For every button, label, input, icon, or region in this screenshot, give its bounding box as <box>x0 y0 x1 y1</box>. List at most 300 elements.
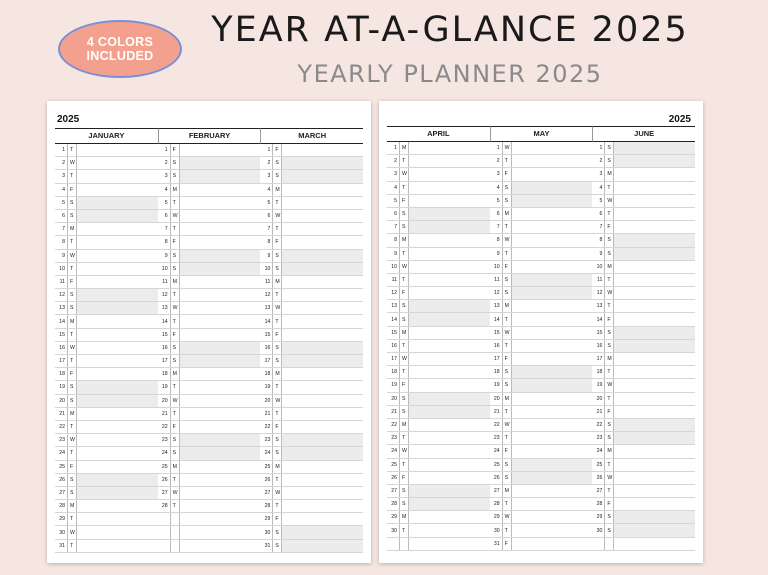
day-number: 30 <box>596 527 603 534</box>
day-note-space[interactable] <box>76 447 158 459</box>
day-row <box>592 393 695 406</box>
weekday-letter: T <box>170 315 179 327</box>
day-number: 17 <box>59 358 65 365</box>
day-note-space[interactable] <box>408 406 490 418</box>
day-note-space[interactable] <box>613 274 695 286</box>
day-number: 3 <box>496 171 500 178</box>
day-row <box>490 419 593 432</box>
day-row <box>158 526 261 539</box>
day-number: 6 <box>599 211 603 218</box>
day-note-space[interactable] <box>179 302 261 314</box>
weekday-letter: S <box>502 274 511 286</box>
day-row <box>387 274 490 287</box>
weekday-letter: F <box>170 329 179 341</box>
day-note-space[interactable] <box>511 353 593 365</box>
day-note-space[interactable] <box>408 142 490 154</box>
day-row <box>55 289 158 302</box>
day-note-space[interactable] <box>511 538 593 550</box>
weekday-letter: S <box>399 406 408 418</box>
day-note-space[interactable] <box>408 379 490 391</box>
day-note-space[interactable] <box>179 170 261 182</box>
day-note-space[interactable] <box>281 236 363 248</box>
weekday-letter: W <box>272 395 281 407</box>
day-note-space[interactable] <box>613 261 695 273</box>
day-note-space[interactable] <box>511 142 593 154</box>
day-note-space[interactable] <box>179 368 261 380</box>
day-note-space[interactable] <box>179 197 261 209</box>
weekday-letter: W <box>272 487 281 499</box>
day-note-space[interactable] <box>76 223 158 235</box>
weekday-letter: W <box>67 526 76 538</box>
day-number: 25 <box>391 461 397 468</box>
day-note-space[interactable] <box>76 381 158 393</box>
day-number: 11 <box>596 276 603 283</box>
day-number: 23 <box>596 435 603 442</box>
day-note-space[interactable] <box>408 274 490 286</box>
day-number: 17 <box>596 356 603 363</box>
day-note-space[interactable] <box>281 170 363 182</box>
weekday-letter: F <box>272 236 281 248</box>
day-row <box>158 197 261 210</box>
day-note-space[interactable] <box>408 221 490 233</box>
day-note-space[interactable] <box>76 144 158 156</box>
day-note-space[interactable] <box>408 248 490 260</box>
day-number: 8 <box>394 237 397 244</box>
day-note-space[interactable] <box>76 513 158 525</box>
day-note-space[interactable] <box>76 236 158 248</box>
day-note-space[interactable] <box>179 487 261 499</box>
day-note-space[interactable] <box>511 221 593 233</box>
day-note-space[interactable] <box>408 524 490 536</box>
day-note-space[interactable] <box>613 287 695 299</box>
day-note-space[interactable] <box>179 263 261 275</box>
day-note-space[interactable] <box>179 315 261 327</box>
day-number: 20 <box>264 397 271 404</box>
day-note-space[interactable] <box>179 289 261 301</box>
day-note-space[interactable] <box>179 421 261 433</box>
day-row <box>55 540 158 553</box>
day-row <box>592 208 695 221</box>
day-note-space[interactable] <box>408 234 490 246</box>
day-note-space[interactable] <box>613 498 695 510</box>
day-note-space[interactable] <box>179 500 261 512</box>
day-note-space[interactable] <box>511 195 593 207</box>
day-note-space[interactable] <box>511 287 593 299</box>
day-row <box>387 485 490 498</box>
day-note-space[interactable] <box>511 379 593 391</box>
day-note-space[interactable] <box>613 538 695 550</box>
day-row <box>260 197 363 210</box>
day-note-space[interactable] <box>408 393 490 405</box>
day-note-space[interactable] <box>511 274 593 286</box>
day-note-space[interactable] <box>281 250 363 262</box>
day-number: 2 <box>267 160 271 167</box>
day-note-space[interactable] <box>179 342 261 354</box>
day-note-space[interactable] <box>613 419 695 431</box>
day-note-space[interactable] <box>408 432 490 444</box>
day-note-space[interactable] <box>613 472 695 484</box>
day-note-space[interactable] <box>281 368 363 380</box>
day-note-space[interactable] <box>613 511 695 523</box>
day-note-space[interactable] <box>408 313 490 325</box>
day-note-space[interactable] <box>613 234 695 246</box>
day-note-space[interactable] <box>511 208 593 220</box>
day-note-space[interactable] <box>511 248 593 260</box>
day-note-space[interactable] <box>281 408 363 420</box>
day-note-space[interactable] <box>511 366 593 378</box>
day-note-space[interactable] <box>613 182 695 194</box>
day-number: 5 <box>496 197 500 204</box>
day-number: 24 <box>161 450 168 457</box>
weekday-letter: T <box>170 408 179 420</box>
day-note-space[interactable] <box>281 461 363 473</box>
day-note-space[interactable] <box>511 327 593 339</box>
day-row <box>55 447 158 460</box>
weekday-letter: T <box>604 459 613 471</box>
day-row <box>260 368 363 381</box>
day-note-space[interactable] <box>408 353 490 365</box>
day-note-space[interactable] <box>613 208 695 220</box>
day-note-space[interactable] <box>511 182 593 194</box>
day-note-space[interactable] <box>511 155 593 167</box>
weekday-letter: M <box>272 184 281 196</box>
day-row <box>592 366 695 379</box>
day-row <box>592 498 695 511</box>
day-note-space[interactable] <box>408 511 490 523</box>
day-row <box>158 408 261 421</box>
weekday-letter: S <box>67 474 76 486</box>
day-note-space[interactable] <box>511 432 593 444</box>
day-number: 28 <box>59 503 65 510</box>
day-number: 31 <box>59 542 65 549</box>
day-note-space[interactable] <box>511 485 593 497</box>
day-note-space[interactable] <box>613 142 695 154</box>
day-note-space[interactable] <box>76 250 158 262</box>
day-row <box>387 234 490 247</box>
day-note-space[interactable] <box>76 302 158 314</box>
day-number: 28 <box>596 501 603 508</box>
day-note-space[interactable] <box>281 421 363 433</box>
day-note-space[interactable] <box>281 223 363 235</box>
day-note-space[interactable] <box>281 540 363 552</box>
day-note-space[interactable] <box>76 329 158 341</box>
weekday-letter <box>604 538 613 550</box>
day-note-space[interactable] <box>281 487 363 499</box>
day-note-space[interactable] <box>613 313 695 325</box>
day-row <box>592 221 695 234</box>
weekday-letter: F <box>399 379 408 391</box>
day-row <box>592 234 695 247</box>
day-note-space[interactable] <box>179 474 261 486</box>
day-number: 7 <box>164 226 168 233</box>
weekday-letter: M <box>170 184 179 196</box>
day-note-space[interactable] <box>408 419 490 431</box>
day-note-space[interactable] <box>281 329 363 341</box>
day-number: 15 <box>264 331 271 338</box>
day-note-space[interactable] <box>408 498 490 510</box>
day-note-space[interactable] <box>76 315 158 327</box>
day-note-space[interactable] <box>281 447 363 459</box>
day-number: 18 <box>161 371 168 378</box>
day-number: 8 <box>267 239 271 246</box>
day-note-space[interactable] <box>281 210 363 222</box>
day-note-space[interactable] <box>408 155 490 167</box>
day-number: 17 <box>161 358 168 365</box>
day-note-space[interactable] <box>613 340 695 352</box>
day-note-space[interactable] <box>179 355 261 367</box>
day-number: 19 <box>161 384 168 391</box>
day-row <box>490 432 593 445</box>
day-note-space[interactable] <box>511 524 593 536</box>
day-note-space[interactable] <box>281 144 363 156</box>
day-note-space[interactable] <box>281 342 363 354</box>
day-note-space[interactable] <box>613 155 695 167</box>
day-note-space[interactable] <box>511 313 593 325</box>
day-note-space[interactable] <box>408 168 490 180</box>
day-note-space[interactable] <box>281 355 363 367</box>
day-note-space[interactable] <box>76 157 158 169</box>
day-note-space[interactable] <box>281 184 363 196</box>
day-note-space[interactable] <box>281 315 363 327</box>
day-note-space[interactable] <box>179 447 261 459</box>
day-note-space[interactable] <box>613 353 695 365</box>
day-row <box>55 342 158 355</box>
day-note-space[interactable] <box>408 472 490 484</box>
day-note-space[interactable] <box>179 184 261 196</box>
weekday-letter: S <box>170 355 179 367</box>
day-number: 24 <box>264 450 271 457</box>
day-number: 26 <box>596 474 603 481</box>
day-note-space[interactable] <box>76 408 158 420</box>
day-row <box>387 498 490 511</box>
day-row <box>55 184 158 197</box>
day-note-space[interactable] <box>511 445 593 457</box>
day-row <box>387 261 490 274</box>
day-number: 1 <box>496 145 500 152</box>
day-note-space[interactable] <box>179 513 261 525</box>
year-label: 2025 <box>57 114 80 125</box>
weekday-letter: S <box>604 340 613 352</box>
day-row <box>490 248 593 261</box>
day-note-space[interactable] <box>179 461 261 473</box>
weekday-letter: M <box>272 276 281 288</box>
day-number: 13 <box>161 305 168 312</box>
day-note-space[interactable] <box>613 432 695 444</box>
day-number: 28 <box>161 503 168 510</box>
day-note-space[interactable] <box>281 526 363 538</box>
weekday-letter: W <box>502 142 511 154</box>
day-note-space[interactable] <box>76 289 158 301</box>
day-note-space[interactable] <box>179 540 261 552</box>
day-note-space[interactable] <box>511 419 593 431</box>
day-number: 19 <box>596 382 603 389</box>
day-note-space[interactable] <box>408 195 490 207</box>
day-note-space[interactable] <box>76 487 158 499</box>
day-note-space[interactable] <box>613 406 695 418</box>
day-note-space[interactable] <box>179 381 261 393</box>
day-note-space[interactable] <box>179 250 261 262</box>
day-note-space[interactable] <box>511 459 593 471</box>
day-note-space[interactable] <box>281 276 363 288</box>
day-note-space[interactable] <box>613 445 695 457</box>
day-note-space[interactable] <box>76 434 158 446</box>
day-note-space[interactable] <box>511 406 593 418</box>
day-note-space[interactable] <box>76 474 158 486</box>
weekday-letter: W <box>67 342 76 354</box>
day-note-space[interactable] <box>281 381 363 393</box>
day-note-space[interactable] <box>179 210 261 222</box>
day-note-space[interactable] <box>408 340 490 352</box>
day-note-space[interactable] <box>613 485 695 497</box>
day-note-space[interactable] <box>76 170 158 182</box>
day-note-space[interactable] <box>511 340 593 352</box>
day-note-space[interactable] <box>613 459 695 471</box>
day-note-space[interactable] <box>281 395 363 407</box>
day-note-space[interactable] <box>511 393 593 405</box>
day-note-space[interactable] <box>408 182 490 194</box>
day-note-space[interactable] <box>76 461 158 473</box>
day-row <box>592 406 695 419</box>
day-note-space[interactable] <box>76 540 158 552</box>
weekday-letter: T <box>272 197 281 209</box>
day-note-space[interactable] <box>281 263 363 275</box>
day-note-space[interactable] <box>179 236 261 248</box>
day-note-space[interactable] <box>408 445 490 457</box>
weekday-letter: M <box>170 276 179 288</box>
day-note-space[interactable] <box>613 327 695 339</box>
day-number: 16 <box>391 342 397 349</box>
day-note-space[interactable] <box>408 485 490 497</box>
weekday-letter: T <box>170 289 179 301</box>
day-note-space[interactable] <box>408 300 490 312</box>
weekday-letter: T <box>67 236 76 248</box>
day-note-space[interactable] <box>281 197 363 209</box>
day-note-space[interactable] <box>179 526 261 538</box>
day-note-space[interactable] <box>408 538 490 550</box>
day-row <box>592 248 695 261</box>
month-column-june <box>592 126 695 551</box>
day-note-space[interactable] <box>613 393 695 405</box>
day-note-space[interactable] <box>76 526 158 538</box>
weekday-letter: S <box>272 526 281 538</box>
day-note-space[interactable] <box>613 248 695 260</box>
day-row <box>490 524 593 537</box>
day-note-space[interactable] <box>76 197 158 209</box>
day-note-space[interactable] <box>408 366 490 378</box>
day-note-space[interactable] <box>511 472 593 484</box>
day-note-space[interactable] <box>76 276 158 288</box>
day-note-space[interactable] <box>511 511 593 523</box>
weekday-letter: F <box>170 144 179 156</box>
weekday-letter: F <box>67 368 76 380</box>
day-note-space[interactable] <box>613 524 695 536</box>
day-number: 21 <box>264 410 271 417</box>
day-row <box>158 210 261 223</box>
day-note-space[interactable] <box>511 261 593 273</box>
day-note-space[interactable] <box>281 302 363 314</box>
day-row <box>592 472 695 485</box>
day-note-space[interactable] <box>76 500 158 512</box>
day-row <box>592 485 695 498</box>
day-note-space[interactable] <box>179 276 261 288</box>
month-header: MAY <box>490 126 593 142</box>
day-note-space[interactable] <box>408 261 490 273</box>
day-note-space[interactable] <box>179 144 261 156</box>
day-number: 24 <box>493 448 500 455</box>
day-note-space[interactable] <box>511 168 593 180</box>
weekday-letter: S <box>399 498 408 510</box>
day-number: 8 <box>164 239 168 246</box>
day-note-space[interactable] <box>76 355 158 367</box>
day-note-space[interactable] <box>281 500 363 512</box>
day-note-space[interactable] <box>76 395 158 407</box>
day-note-space[interactable] <box>408 459 490 471</box>
day-note-space[interactable] <box>76 210 158 222</box>
day-note-space[interactable] <box>76 421 158 433</box>
day-note-space[interactable] <box>281 157 363 169</box>
weekday-letter: S <box>604 432 613 444</box>
day-row <box>387 511 490 524</box>
day-note-space[interactable] <box>511 300 593 312</box>
day-note-space[interactable] <box>511 234 593 246</box>
day-note-space[interactable] <box>281 513 363 525</box>
day-note-space[interactable] <box>613 379 695 391</box>
day-note-space[interactable] <box>408 208 490 220</box>
day-note-space[interactable] <box>76 342 158 354</box>
day-note-space[interactable] <box>281 434 363 446</box>
day-number: 30 <box>391 527 397 534</box>
day-note-space[interactable] <box>76 263 158 275</box>
day-row <box>260 342 363 355</box>
day-note-space[interactable] <box>613 366 695 378</box>
day-note-space[interactable] <box>179 395 261 407</box>
day-note-space[interactable] <box>511 498 593 510</box>
day-note-space[interactable] <box>613 300 695 312</box>
day-row <box>490 155 593 168</box>
weekday-letter: F <box>502 168 511 180</box>
weekday-letter: S <box>67 302 76 314</box>
weekday-letter: T <box>272 223 281 235</box>
day-row <box>260 157 363 170</box>
weekday-letter: T <box>604 393 613 405</box>
day-note-space[interactable] <box>179 223 261 235</box>
day-number: 1 <box>164 147 168 154</box>
day-note-space[interactable] <box>613 221 695 233</box>
day-note-space[interactable] <box>613 168 695 180</box>
day-note-space[interactable] <box>281 289 363 301</box>
day-note-space[interactable] <box>76 368 158 380</box>
day-note-space[interactable] <box>179 434 261 446</box>
day-number: 10 <box>161 265 168 272</box>
day-row <box>260 289 363 302</box>
day-note-space[interactable] <box>179 408 261 420</box>
weekday-letter: M <box>399 327 408 339</box>
day-note-space[interactable] <box>281 474 363 486</box>
weekday-letter: T <box>170 197 179 209</box>
day-number: 18 <box>596 369 603 376</box>
day-note-space[interactable] <box>613 195 695 207</box>
day-note-space[interactable] <box>76 184 158 196</box>
day-row <box>490 261 593 274</box>
day-number: 4 <box>496 184 500 191</box>
weekday-letter <box>170 513 179 525</box>
day-note-space[interactable] <box>179 157 261 169</box>
day-note-space[interactable] <box>408 327 490 339</box>
weekday-letter: S <box>67 289 76 301</box>
day-row <box>158 500 261 513</box>
day-note-space[interactable] <box>408 287 490 299</box>
day-note-space[interactable] <box>179 329 261 341</box>
